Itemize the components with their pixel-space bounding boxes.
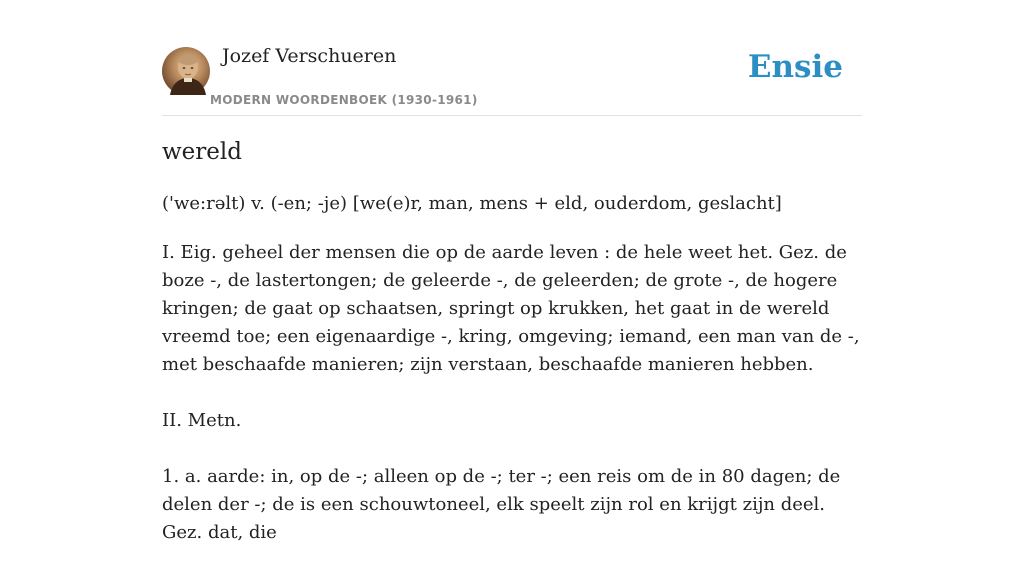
content-container <box>162 0 862 543</box>
entry-etymology: ('we:rəlt) v. (-en; -je) [we(e)r, man, mens + eld, ouderdom, geslacht] <box>162 193 782 214</box>
definition-paragraph: II. Metn. <box>162 410 242 431</box>
author-avatar[interactable] <box>162 47 210 95</box>
definition-paragraph: I. Eig. geheel der mensen die op de aarde leven : de hele weet het. Gez. de boze -, de lastertongen; de geleerde -, de geleerden; de grote -, de hogere kringen; de gaat op schaatsen, springt op krukken, het gaat in de wereld vreemd toe; een eigenaardige -, kring, omgeving; iemand, een man van de -, met beschaafde manieren; zijn verstaan, beschaafde manieren hebben. <box>162 242 860 375</box>
entry-definition <box>162 239 862 575</box>
entry-header <box>162 0 862 116</box>
brand-logo[interactable]: Ensie <box>747 49 843 85</box>
entry-headword: wereld <box>162 139 242 165</box>
portrait-icon <box>162 47 210 95</box>
author-name[interactable]: Jozef Verschueren <box>222 45 397 67</box>
definition-paragraph: 1. a. aarde: in, op de -; alleen op de -; ter -; een reis om de in 80 dagen; de delen der -; de is een schouwtoneel, elk speelt zijn rol en krijgt zijn deel. Gez. dat, die <box>162 466 841 543</box>
source-label: MODERN WOORDENBOEK (1930-1961) <box>210 93 478 107</box>
